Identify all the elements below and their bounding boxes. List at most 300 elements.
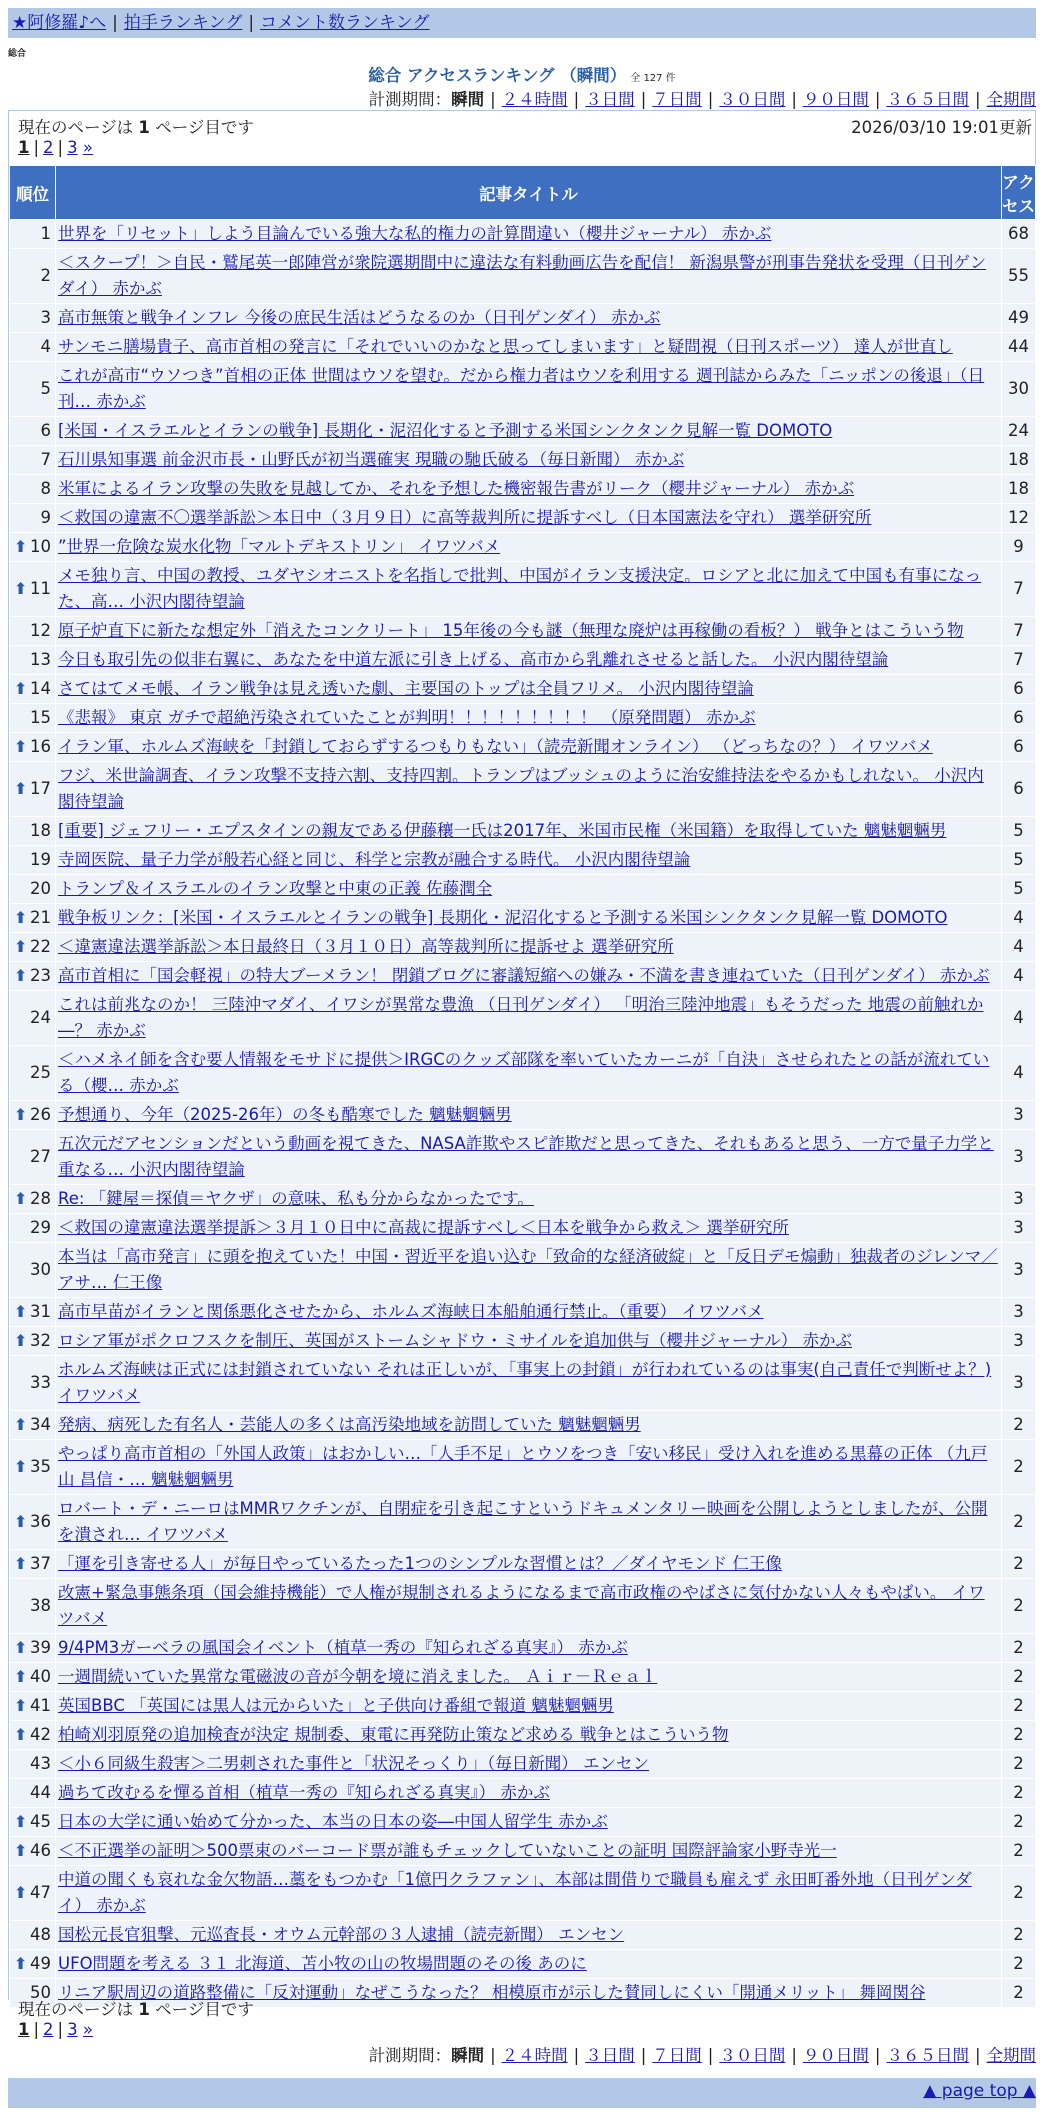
period-link[interactable]: 全期間	[986, 2046, 1036, 2065]
period-link[interactable]: ３０日間	[719, 90, 786, 109]
rank-cell	[10, 333, 56, 362]
rank-up-arrow-icon: ⬆	[14, 1667, 28, 1686]
rank-up-arrow-icon: ⬆	[14, 1725, 28, 1744]
period-link[interactable]: ３日間	[585, 90, 635, 109]
rank-cell	[10, 1046, 56, 1101]
rank-number: 7	[40, 450, 51, 469]
article-link[interactable]: ホルムズ海峡は正式には封鎖されていない それは正しいが、「事実上の封鎖」が行われているのは事実(自己責任で判断せよ？) イワツバメ	[58, 1360, 992, 1405]
separator: |	[573, 90, 580, 109]
top-nav-bar	[8, 8, 1036, 38]
table-row	[10, 1046, 1036, 1101]
rank-cell	[10, 1550, 56, 1579]
access-count: 3	[1002, 1130, 1036, 1185]
article-link[interactable]: ロシア軍がポクロフスクを制圧、英国がストームシャドウ・ミサイルを追加供与（櫻井ジャーナル） 赤かぶ	[58, 1331, 852, 1350]
rank-cell	[10, 304, 56, 333]
table-row	[10, 1692, 1036, 1721]
title-cell	[56, 704, 1002, 733]
title-cell	[56, 1046, 1002, 1101]
period-link[interactable]: ７日間	[652, 90, 702, 109]
title-cell	[56, 1950, 1002, 1979]
pager-next[interactable]: »	[82, 2020, 93, 2039]
article-link[interactable]: 「運を引き寄せる人」が毎日やっているたった1つのシンプルな習慣とは？／ダイヤモンド 仁王像	[58, 1554, 782, 1573]
title-cell	[56, 417, 1002, 446]
access-count: 49	[1002, 304, 1036, 333]
article-link[interactable]: 原子炉直下に新たな想定外「消えたコンクリート」 15年後の今も謎（無理な廃炉は再稼働の看板？） 戦争とはこういう物	[58, 621, 964, 640]
title-cell	[56, 304, 1002, 333]
separator: |	[974, 2046, 981, 2065]
rank-number: 37	[30, 1554, 51, 1573]
rank-cell	[10, 1356, 56, 1411]
rank-number: 9	[40, 508, 51, 527]
rank-number: 26	[30, 1105, 51, 1124]
article-link[interactable]: これは前兆なのか！ 三陸沖マダイ、イワシが異常な豊漁 （日刊ゲンダイ） 「明治三陸沖地震」もそうだった 地震の前触れか―？ 赤かぶ	[58, 995, 984, 1040]
rank-cell	[10, 1579, 56, 1634]
table-row	[10, 1185, 1036, 1214]
access-count: 6	[1002, 704, 1036, 733]
separator: |	[707, 2046, 714, 2065]
access-count: 2	[1002, 1692, 1036, 1721]
table-row	[10, 1779, 1036, 1808]
table-row	[10, 304, 1036, 333]
period-link[interactable]: ９０日間	[802, 90, 869, 109]
title-cell	[56, 933, 1002, 962]
title-cell	[56, 1866, 1002, 1921]
rank-cell	[10, 1921, 56, 1950]
period-selector-top	[369, 86, 1036, 110]
pager-link[interactable]: 3	[67, 138, 78, 157]
period-link[interactable]: ３日間	[585, 2046, 635, 2065]
title-cell	[56, 1750, 1002, 1779]
access-count: 4	[1002, 1046, 1036, 1101]
table-row	[10, 1298, 1036, 1327]
article-link[interactable]: [米国・イスラエルとイランの戦争] 長期化・泥沼化すると予測する米国シンクタンク見解一覧 DOMOTO	[58, 421, 833, 440]
title-cell	[56, 1779, 1002, 1808]
article-link[interactable]: 寺岡医院、量子力学が般若心経と同じ、科学と宗教が融合する時代。 小沢内閣待望論	[58, 850, 691, 869]
article-link[interactable]: 国松元長官狙撃、元巡査長・オウム元幹部の３人逮捕（読売新聞） エンセン	[58, 1925, 625, 1944]
rank-number: 11	[30, 579, 51, 598]
table-row	[10, 1550, 1036, 1579]
period-link[interactable]: ７日間	[652, 2046, 702, 2065]
rank-cell	[10, 1298, 56, 1327]
access-count: 9	[1002, 533, 1036, 562]
rank-number: 2	[40, 266, 51, 285]
access-count: 2	[1002, 1411, 1036, 1440]
article-link[interactable]: ＜救国の違憲不〇選挙訴訟＞本日中（３月９日）に高等裁判所に提訴すべし（日本国憲法を守れ） 選挙研究所	[58, 508, 872, 527]
separator: |	[791, 2046, 797, 2065]
comment-ranking-link[interactable]: コメント数ランキング	[260, 13, 430, 33]
table-header	[10, 166, 1036, 220]
rank-cell	[10, 1779, 56, 1808]
rank-up-arrow-icon: ⬆	[14, 1189, 28, 1208]
rank-number: 22	[30, 937, 51, 956]
article-link[interactable]: 高市首相に「国会軽視」の特大ブーメラン！ 閉鎖ブログに審議短縮への嫌み・不満を書き連ねていた（日刊ゲンダイ） 赤かぶ	[58, 966, 990, 985]
title-cell	[56, 1579, 1002, 1634]
rank-cell	[10, 220, 56, 249]
access-count: 2	[1002, 1808, 1036, 1837]
period-current: 瞬間	[451, 90, 485, 109]
access-count: 3	[1002, 1298, 1036, 1327]
title-cell	[56, 504, 1002, 533]
rank-up-arrow-icon: ⬆	[14, 1696, 28, 1715]
access-count: 12	[1002, 504, 1036, 533]
access-count: 2	[1002, 1579, 1036, 1634]
rank-number: 19	[30, 850, 51, 869]
period-link[interactable]: ９０日間	[802, 2046, 869, 2065]
rank-cell	[10, 704, 56, 733]
rank-up-arrow-icon: ⬆	[14, 1841, 28, 1860]
article-link[interactable]: ＜違憲違法選挙訴訟＞本日最終日（３月１０日）高等裁判所に提訴せよ 選挙研究所	[58, 937, 674, 956]
article-link[interactable]: 今日も取引先の似非右翼に、あなたを中道左派に引き上げる、高市から乳離れさせると話した。 小沢内閣待望論	[58, 650, 889, 669]
title-cell	[56, 1808, 1002, 1837]
article-link[interactable]: トランプ＆イスラエルのイラン攻撃と中東の正義 佐藤潤全	[58, 879, 493, 898]
title-cell	[56, 1550, 1002, 1579]
rank-up-arrow-icon: ⬆	[14, 737, 28, 756]
period-label: 計測期間：	[368, 90, 452, 109]
table-row	[10, 675, 1036, 704]
rank-up-arrow-icon: ⬆	[14, 966, 28, 985]
article-link[interactable]: これが高市“ウソつき”首相の正体 世間はウソを望む。だから権力者はウソを利用する 週刊誌からみた「ニッポンの後退」（日刊… 赤かぶ	[58, 366, 985, 411]
col-title-header: 記事タイトル	[56, 166, 1002, 220]
rank-cell	[10, 1634, 56, 1663]
article-link[interactable]: ＜救国の違憲違法選挙提訴＞３月１０日中に高裁に提訴すべし＜日本を戦争から救え＞ 選挙研究所	[58, 1218, 789, 1237]
article-link[interactable]: 五次元だアセンションだという動画を視てきた、NASA詐欺やスピ詐欺だと思ってきた、それもあると思う、一方で量子力学と重なる… 小沢内閣待望論	[58, 1134, 994, 1179]
title-cell	[56, 1214, 1002, 1243]
article-link[interactable]: さてはてメモ帳、イラン戦争は見え透いた劇、主要国のトップは全員フリメ。 小沢内閣待望論	[58, 679, 754, 698]
access-count: 2	[1002, 1979, 1036, 2008]
title-cell	[56, 249, 1002, 304]
separator: |	[33, 138, 40, 157]
rank-number: 5	[40, 379, 51, 398]
title-cell	[56, 446, 1002, 475]
title-cell	[56, 1298, 1002, 1327]
title-cell	[56, 220, 1002, 249]
period-link[interactable]: ３０日間	[719, 2046, 786, 2065]
title-cell	[56, 475, 1002, 504]
table-row	[10, 1440, 1036, 1495]
rank-cell	[10, 846, 56, 875]
separator: |	[573, 2046, 580, 2065]
separator: |	[707, 90, 714, 109]
period-link[interactable]: ３６５日間	[886, 90, 969, 109]
page-info-top: 現在のページは 1 ページ目です	[18, 118, 254, 137]
table-row	[10, 1663, 1036, 1692]
table-row	[10, 333, 1036, 362]
rank-cell	[10, 962, 56, 991]
rank-number: 16	[30, 737, 51, 756]
rank-cell	[10, 904, 56, 933]
article-link[interactable]: ＜ハメネイ師を含む要人情報をモサドに提供＞IRGCのクッズ部隊を率いていたカーニが「自決」させられたとの話が流れている（櫻… 赤かぶ	[58, 1050, 990, 1095]
table-row	[10, 1634, 1036, 1663]
table-row	[10, 362, 1036, 417]
rank-cell	[10, 1663, 56, 1692]
title-cell	[56, 1663, 1002, 1692]
rank-number: 24	[30, 1008, 51, 1027]
page-top-link[interactable]: ▲ page top ▲	[923, 2081, 1036, 2101]
article-link[interactable]: 本当は「高市発言」に頭を抱えていた！中国・習近平を追い込む「致命的な経済破綻」と「反日デモ煽動」独裁者のジレンマ／アサ… 仁王像	[58, 1247, 998, 1292]
rank-cell	[10, 1721, 56, 1750]
title-cell	[56, 762, 1002, 817]
title-cell	[56, 1721, 1002, 1750]
rank-number: 50	[30, 1983, 51, 2002]
access-count: 7	[1002, 617, 1036, 646]
rank-number: 46	[30, 1841, 51, 1860]
table-row	[10, 417, 1036, 446]
article-link[interactable]: [重要] ジェフリー・エプスタインの親友である伊藤穰一氏は2017年、米国市民権（米国籍）を取得していた 魑魅魍魎男	[58, 821, 947, 840]
pager-link[interactable]: 2	[43, 2020, 54, 2039]
pager-link[interactable]: 3	[67, 2020, 78, 2039]
rank-number: 34	[30, 1415, 51, 1434]
table-row	[10, 704, 1036, 733]
pager-top	[18, 138, 93, 157]
rank-number: 35	[30, 1457, 51, 1476]
access-count: 7	[1002, 562, 1036, 617]
rank-cell	[10, 504, 56, 533]
separator: |	[874, 90, 881, 109]
rank-up-arrow-icon: ⬆	[14, 1415, 28, 1434]
rank-cell	[10, 1214, 56, 1243]
rank-cell	[10, 417, 56, 446]
table-row	[10, 1243, 1036, 1298]
rank-up-arrow-icon: ⬆	[14, 908, 28, 927]
article-link[interactable]: ロバート・デ・ニーロはMMRワクチンが、自閉症を引き起こすというドキュメンタリー映画を公開しようとしましたが、公開を潰され… イワツバメ	[58, 1499, 988, 1544]
pager-link[interactable]: 2	[43, 138, 54, 157]
access-count: 30	[1002, 362, 1036, 417]
rank-number: 3	[40, 308, 51, 327]
rank-number: 43	[30, 1754, 51, 1773]
article-link[interactable]: 米軍によるイラン攻撃の失敗を見越してか、それを予想した機密報告書がリーク（櫻井ジャーナル） 赤かぶ	[58, 479, 855, 498]
title-cell	[56, 675, 1002, 704]
table-row	[10, 1750, 1036, 1779]
period-selector-bottom	[369, 2042, 1036, 2066]
access-count: 2	[1002, 1663, 1036, 1692]
article-link[interactable]: 過ちて改むるを憚る首相（植草一秀の『知られざる真実』） 赤かぶ	[58, 1783, 550, 1802]
rank-up-arrow-icon: ⬆	[14, 1302, 28, 1321]
article-link[interactable]: 柏崎刈羽原発の追加検査が決定 規制委、東電に再発防止策など求める 戦争とはこういう物	[58, 1725, 729, 1744]
rank-number: 14	[30, 679, 51, 698]
period-link[interactable]: 全期間	[986, 90, 1036, 109]
rank-number: 13	[30, 650, 51, 669]
separator: |	[640, 90, 647, 109]
title-cell	[56, 562, 1002, 617]
article-link[interactable]: フジ、米世論調査、イラン攻撃不支持六割、支持四割。トランプはブッシュのように治安維持法をやるかもしれない。 小沢内閣待望論	[58, 766, 984, 811]
access-count: 2	[1002, 1721, 1036, 1750]
rank-number: 21	[30, 908, 51, 927]
rank-number: 48	[30, 1925, 51, 1944]
article-link[interactable]: Re: 「鍵屋＝探偵＝ヤクザ」の意味、私も分からなかったです。	[58, 1189, 534, 1208]
title-cell	[56, 875, 1002, 904]
rank-cell	[10, 533, 56, 562]
article-link[interactable]: 英国BBC 「英国には黒人は元からいた」と子供向け番組で報道 魑魅魍魎男	[58, 1696, 614, 1715]
access-count: 2	[1002, 1779, 1036, 1808]
period-label: 計測期間：	[368, 2046, 452, 2065]
rank-cell	[10, 362, 56, 417]
rank-up-arrow-icon: ⬆	[14, 537, 28, 556]
rank-cell	[10, 1130, 56, 1185]
access-count: 4	[1002, 962, 1036, 991]
title-cell	[56, 333, 1002, 362]
bottom-bar	[8, 2078, 1036, 2108]
article-link[interactable]: ”世界一危険な炭水化物「マルトデキストリン」 イワツバメ	[58, 537, 501, 556]
rank-cell	[10, 1101, 56, 1130]
article-link[interactable]: リニア駅周辺の道路整備に「反対運動」なぜこうなった？ 相模原市が示した賛同しにくい「開通メリット」 舞岡関谷	[58, 1983, 926, 2002]
pager-current: 1	[18, 2020, 30, 2039]
rank-up-arrow-icon: ⬆	[14, 1331, 28, 1350]
article-link[interactable]: イラン軍、ホルムズ海峡を「封鎖しておらずするつもりもない」（読売新聞オンライン） （どっちなの？） イワツバメ	[58, 737, 933, 756]
rank-up-arrow-icon: ⬆	[14, 937, 28, 956]
table-row	[10, 646, 1036, 675]
article-link[interactable]: ＜不正選挙の証明＞500票束のバーコード票が誰もチェックしていないことの証明 国際評論家小野寺光一	[58, 1841, 837, 1860]
access-count: 2	[1002, 1837, 1036, 1866]
rank-cell	[10, 1750, 56, 1779]
table-row	[10, 817, 1036, 846]
period-link[interactable]: ２４時間	[501, 90, 568, 109]
title-cell	[56, 1411, 1002, 1440]
rank-number: 31	[30, 1302, 51, 1321]
title-cell	[56, 962, 1002, 991]
access-count: 3	[1002, 1101, 1036, 1130]
article-link[interactable]: 世界を「リセット」しよう目論んでいる強大な私的権力の計算間違い（櫻井ジャーナル） 赤かぶ	[58, 224, 772, 243]
access-count: 24	[1002, 417, 1036, 446]
access-count: 3	[1002, 1243, 1036, 1298]
rank-cell	[10, 1808, 56, 1837]
rank-number: 1	[40, 224, 51, 243]
rank-cell	[10, 1495, 56, 1550]
rank-up-arrow-icon: ⬆	[14, 1512, 28, 1531]
table-row	[10, 1921, 1036, 1950]
table-row	[10, 1101, 1036, 1130]
period-link[interactable]: ３６５日間	[886, 2046, 969, 2065]
pager-next[interactable]: »	[82, 138, 93, 157]
title-cell	[56, 646, 1002, 675]
article-link[interactable]: ＜スクープ！＞自民・鷲尾英一郎陣営が衆院選期間中に違法な有料動画広告を配信！ 新潟県警が刑事告発状を受理（日刊ゲンダイ） 赤かぶ	[58, 253, 987, 298]
rank-cell	[10, 1866, 56, 1921]
rank-cell	[10, 933, 56, 962]
article-link[interactable]: 一週間続いていた異常な電磁波の音が今朝を境に消えました。 Ａｉｒ－Ｒｅａｌ	[58, 1667, 658, 1686]
category-label: 総合	[8, 49, 27, 59]
col-rank-header: 順位	[10, 166, 56, 220]
article-link[interactable]: やっぱり高市首相の「外国人政策」はおかしい…「人手不足」とウソをつき「安い移民」受け入れを進める黒幕の正体 （九戸山 昌信・… 魑魅魍魎男	[58, 1444, 988, 1489]
pager-bottom	[18, 2020, 93, 2039]
separator: |	[112, 13, 118, 33]
title-cell	[56, 1101, 1002, 1130]
access-count: 55	[1002, 249, 1036, 304]
rank-cell	[10, 1692, 56, 1721]
rank-cell	[10, 1950, 56, 1979]
title-cell	[56, 362, 1002, 417]
access-count: 7	[1002, 646, 1036, 675]
rank-number: 10	[30, 537, 51, 556]
separator: |	[57, 138, 64, 157]
period-link[interactable]: ２４時間	[501, 2046, 568, 2065]
rank-cell	[10, 991, 56, 1046]
rank-number: 12	[30, 621, 51, 640]
rank-number: 17	[30, 779, 51, 798]
access-count: 68	[1002, 220, 1036, 249]
rank-cell	[10, 475, 56, 504]
rank-number: 42	[30, 1725, 51, 1744]
table-row	[10, 1356, 1036, 1411]
table-row	[10, 991, 1036, 1046]
article-link[interactable]: 戦争板リンク：[米国・イスラエルとイランの戦争] 長期化・泥沼化すると予測する米国シンクタンク見解一覧 DOMOTO	[58, 908, 948, 927]
page-heading	[0, 62, 1044, 86]
applause-ranking-link[interactable]: 拍手ランキング	[123, 13, 243, 33]
access-count: 3	[1002, 1356, 1036, 1411]
table-row	[10, 504, 1036, 533]
access-count: 2	[1002, 1750, 1036, 1779]
title-cell	[56, 1692, 1002, 1721]
table-row	[10, 1495, 1036, 1550]
article-link[interactable]: 発病、病死した有名人・芸能人の多くは高汚染地域を訪問していた 魑魅魍魎男	[58, 1415, 641, 1434]
title-cell	[56, 1327, 1002, 1356]
access-count: 18	[1002, 446, 1036, 475]
article-link[interactable]: ＜小６同級生殺害＞二男刺された事件と「状況そっくり」（毎日新聞） エンセン	[58, 1754, 649, 1773]
article-link[interactable]: 日本の大学に通い始めて分かった、本当の日本の姿―中国人留学生 赤かぶ	[58, 1812, 608, 1831]
article-link[interactable]: 予想通り、今年（2025-26年）の冬も酷寒でした 魑魅魍魎男	[58, 1105, 512, 1124]
title-cell	[56, 846, 1002, 875]
article-link[interactable]: サンモニ膳場貴子、高市首相の発言に「それでいいのかなと思ってしまいます」と疑問視（日刊スポーツ） 達人が世直し	[58, 337, 953, 356]
access-count: 4	[1002, 904, 1036, 933]
rank-cell	[10, 446, 56, 475]
access-count: 6	[1002, 675, 1036, 704]
rank-number: 6	[40, 421, 51, 440]
separator: |	[57, 2020, 64, 2039]
access-count: 5	[1002, 875, 1036, 904]
table-row	[10, 875, 1036, 904]
separator: |	[248, 13, 255, 33]
home-link[interactable]: ★阿修羅♪へ	[12, 13, 107, 33]
title-cell	[56, 1185, 1002, 1214]
article-link[interactable]: 高市早苗がイランと関係悪化させたから、ホルムズ海峡日本船舶通行禁止。（重要） イワツバメ	[58, 1302, 764, 1321]
title-cell	[56, 1837, 1002, 1866]
article-link[interactable]: 高市無策と戦争インフレ 今後の庶民生活はどうなるのか（日刊ゲンダイ） 赤かぶ	[58, 308, 661, 327]
article-link[interactable]: 石川県知事選 前金沢市長・山野氏が初当選確実 現職の馳氏破る（毎日新聞） 赤かぶ	[58, 450, 685, 469]
access-count: 6	[1002, 733, 1036, 762]
table-row	[10, 962, 1036, 991]
item-count: 全 127 件	[630, 73, 676, 84]
table-row	[10, 1808, 1036, 1837]
article-link[interactable]: UFO問題を考える ３１ 北海道、苫小牧の山の牧場問題のその後 あのに	[58, 1954, 587, 1973]
table-row	[10, 1327, 1036, 1356]
page-title: 総合 アクセスランキング （瞬間）	[368, 66, 627, 85]
table-row	[10, 1837, 1036, 1866]
rank-up-arrow-icon: ⬆	[14, 1554, 28, 1573]
rank-up-arrow-icon: ⬆	[14, 579, 28, 598]
rank-cell	[10, 617, 56, 646]
rank-number: 28	[30, 1189, 51, 1208]
separator: |	[791, 90, 797, 109]
title-cell	[56, 1921, 1002, 1950]
title-cell	[56, 733, 1002, 762]
rank-number: 25	[30, 1063, 51, 1082]
article-link[interactable]: 改憲+緊急事態条項（国会維持機能）で人権が規制されるようになるまで高市政権のやばさに気付かない人々もやばい。 イワツバメ	[58, 1583, 985, 1628]
rank-cell	[10, 875, 56, 904]
rank-number: 45	[30, 1812, 51, 1831]
table-row	[10, 1866, 1036, 1921]
pager-current: 1	[18, 138, 30, 157]
rank-cell	[10, 762, 56, 817]
article-link[interactable]: 9/4PM3ガーベラの風国会イベント（植草一秀の『知られざる真実』） 赤かぶ	[58, 1638, 628, 1657]
article-link[interactable]: メモ独り言、中国の教授、ユダヤシオニストを名指しで批判、中国がイラン支援決定。ロシアと北に加えて中国も有事になった、高… 小沢内閣待望論	[58, 566, 982, 611]
title-cell	[56, 1356, 1002, 1411]
table-row	[10, 904, 1036, 933]
article-link[interactable]: 中道の聞くも哀れな金欠物語…藁をもつかむ「1億円クラファン」、本部は間借りで職員も雇えず 永田町番外地（日刊ゲンダイ） 赤かぶ	[58, 1870, 972, 1915]
table-row	[10, 533, 1036, 562]
rank-number: 18	[30, 821, 51, 840]
title-cell	[56, 1243, 1002, 1298]
rank-number: 27	[30, 1147, 51, 1166]
article-link[interactable]: 《悲報》 東京 ガチで超絶汚染されていたことが判明！！！！！！！！！ （原発問題） 赤かぶ	[58, 708, 756, 727]
updated-timestamp: 2026/03/10 19:01更新	[851, 118, 1032, 137]
